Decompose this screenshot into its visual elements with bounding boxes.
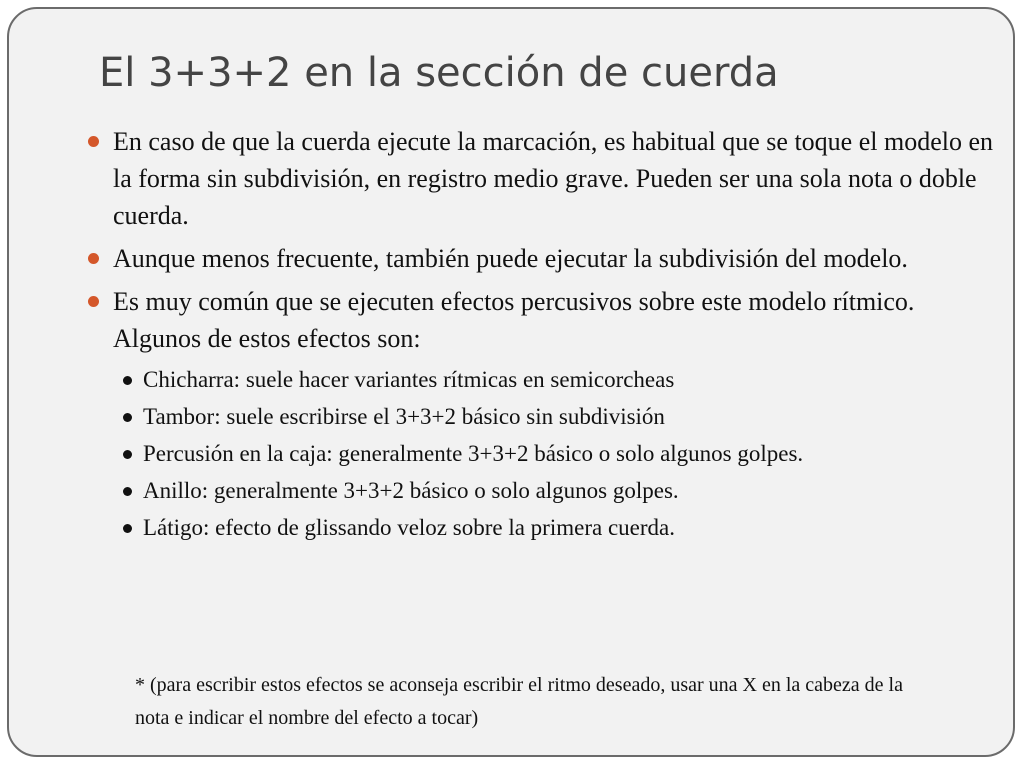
- sub-bullet-text: Chicharra: suele hacer variantes rítmicas en semicorcheas: [143, 367, 675, 392]
- sub-bullet-dot-icon: [123, 524, 132, 533]
- sub-bullet-list: [113, 361, 993, 546]
- bullet-text: Es muy común que se ejecuten efectos percusivos sobre este modelo rítmico. Algunos de estos efectos son:: [113, 287, 915, 353]
- bullet-text: En caso de que la cuerda ejecute la marcación, es habitual que se toque el modelo en la forma sin subdivisión, en registro medio grave. Pueden ser una sola nota o doble cuerda.: [113, 127, 994, 230]
- bullet-item-3: [113, 283, 993, 546]
- footnote: * (para escribir estos efectos se aconseja escribir el ritmo deseado, usar una X en la cabeza de la nota e indicar el nombre del efecto a tocar): [135, 674, 903, 729]
- slide-frame: [7, 7, 1015, 757]
- bullet-item-2: [113, 240, 993, 277]
- sub-bullet-dot-icon: [123, 450, 132, 459]
- sub-bullet-text: Percusión en la caja: generalmente 3+3+2 básico o solo algunos golpes.: [143, 441, 804, 466]
- bullet-dot-icon: [88, 136, 99, 147]
- bullet-dot-icon: [88, 296, 99, 307]
- bullet-text: Aunque menos frecuente, también puede ejecutar la subdivisión del modelo.: [113, 244, 908, 273]
- sub-bullet-item-latigo: [143, 509, 1023, 546]
- bullet-list: [113, 123, 993, 552]
- sub-bullet-text: Anillo: generalmente 3+3+2 básico o solo algunos golpes.: [143, 478, 679, 503]
- sub-bullet-dot-icon: [123, 376, 132, 385]
- sub-bullet-item-percusion: [143, 435, 1023, 472]
- sub-bullet-item-chicharra: [143, 361, 1023, 398]
- sub-bullet-dot-icon: [123, 487, 132, 496]
- sub-bullet-dot-icon: [123, 413, 132, 422]
- sub-bullet-item-anillo: [143, 472, 1023, 509]
- bullet-dot-icon: [88, 253, 99, 264]
- slide-title: El 3+3+2 en la sección de cuerda: [99, 50, 779, 96]
- bullet-item-1: [113, 123, 993, 234]
- sub-bullet-item-tambor: [143, 398, 1023, 435]
- sub-bullet-text: Tambor: suele escribirse el 3+3+2 básico sin subdivisión: [143, 404, 665, 429]
- sub-bullet-text: Látigo: efecto de glissando veloz sobre la primera cuerda.: [143, 515, 675, 540]
